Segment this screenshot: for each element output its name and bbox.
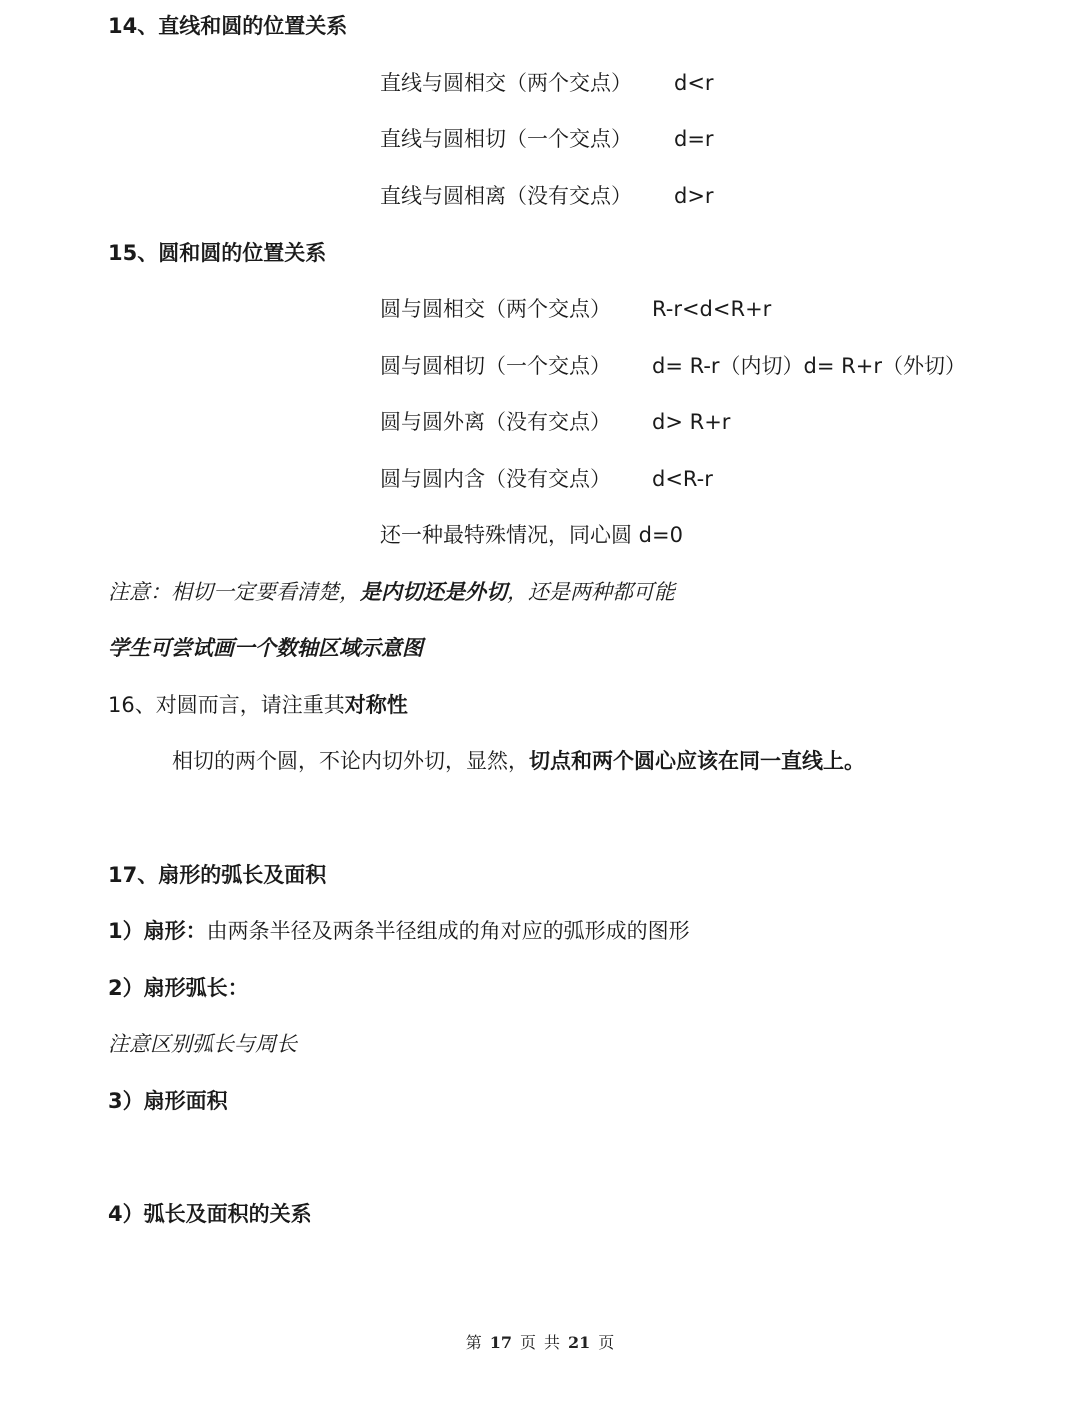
s17-item-2: 2）扇形弧长： xyxy=(108,976,249,1000)
footer-gong: 共 xyxy=(544,1333,561,1352)
s14-row-3-cond: d>r xyxy=(674,184,714,208)
footer-total-pages: 21 xyxy=(568,1333,591,1352)
s17-item-1 xyxy=(108,916,690,946)
s17-item-4: 4）弧长及面积的关系 xyxy=(108,1202,312,1226)
page-footer xyxy=(0,1330,1080,1356)
s15-note xyxy=(108,577,675,607)
s15-row-2-cond: d= R-r（内切）d= R+r（外切） xyxy=(652,354,966,378)
s17-item-1-term: 1）扇形： xyxy=(108,919,207,943)
s15-concentric-case: 还一种最特殊情况，同心圆 d=0 xyxy=(380,523,683,547)
s14-row-3-label: 直线与圆相离（没有交点） xyxy=(380,184,632,208)
s14-row-1-cond: d<r xyxy=(674,71,714,95)
section-14-heading: 14、直线和圆的位置关系 xyxy=(108,14,348,38)
s17-item-2-note: 注意区别弧长与周长 xyxy=(108,1032,297,1056)
s14-row-1-label: 直线与圆相交（两个交点） xyxy=(380,71,632,95)
footer-ye-2: 页 xyxy=(598,1333,615,1352)
s16-heading-prefix: 16、对圆而言，请注重其 xyxy=(108,693,345,717)
s17-item-3: 3）扇形面积 xyxy=(108,1089,228,1113)
s16-heading-bold: 对称性 xyxy=(344,693,408,717)
s15-row-1-label: 圆与圆相交（两个交点） xyxy=(380,297,611,321)
s15-row-4-label: 圆与圆内含（没有交点） xyxy=(380,467,611,491)
s15-note-bold: 是内切还是外切 xyxy=(360,580,507,604)
section-17-heading: 17、扇形的弧长及面积 xyxy=(108,863,327,887)
s15-row-4-cond: d<R-r xyxy=(652,467,713,491)
s16-body xyxy=(172,746,865,776)
s15-row-2-label: 圆与圆相切（一个交点） xyxy=(380,354,611,378)
s15-student-hint: 学生可尝试画一个数轴区域示意图 xyxy=(108,636,423,660)
footer-ye-1: 页 xyxy=(519,1333,536,1352)
s15-note-suffix: ，还是两种都可能 xyxy=(507,580,675,604)
section-16-heading xyxy=(108,690,408,720)
s17-item-1-text: 由两条半径及两条半径组成的角对应的弧形成的图形 xyxy=(206,919,690,943)
s15-row-3-cond: d> R+r xyxy=(652,410,731,434)
s15-row-1-cond: R-r<d<R+r xyxy=(652,297,772,321)
footer-page-number: 17 xyxy=(489,1333,512,1352)
s15-row-3-label: 圆与圆外离（没有交点） xyxy=(380,410,611,434)
footer-di: 第 xyxy=(465,1333,482,1352)
s16-body-prefix: 相切的两个圆，不论内切外切，显然， xyxy=(172,749,529,773)
s14-row-2-cond: d=r xyxy=(674,127,714,151)
section-15-heading: 15、圆和圆的位置关系 xyxy=(108,241,327,265)
s14-row-2-label: 直线与圆相切（一个交点） xyxy=(380,127,632,151)
s15-note-prefix: 注意：相切一定要看清楚， xyxy=(108,580,360,604)
s16-body-bold: 切点和两个圆心应该在同一直线上。 xyxy=(529,749,865,773)
